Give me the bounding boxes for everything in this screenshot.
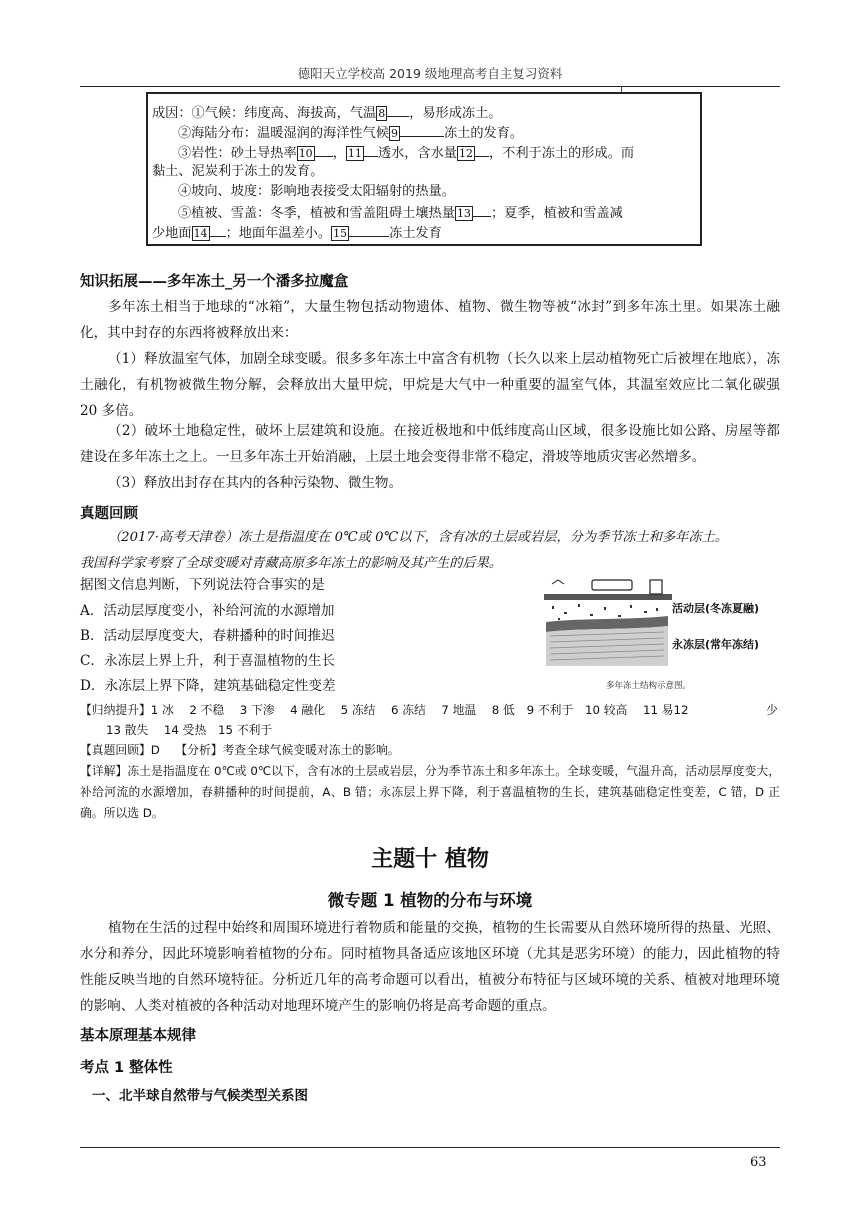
answers-line-1-end: 少	[766, 703, 778, 717]
box-text: 冻土的发育。	[444, 126, 524, 141]
answers-detail: 【详解】冻土是指温度在 0℃或 0℃以下，含有冰的土层或岩层，分为季节冻土和多年冻土。全球变暖，气温升高，活动层厚度变大，补给河流的水源增加，春耕播种的时间提前，A、B 错；永冻层上界下降，利于喜温植物的生长，建筑基础稳定性变差，C 错，D 正确。所以选 D。	[80, 764, 780, 820]
box-text: ；夏季，植被和雪盖减	[490, 206, 623, 221]
question-line-2: 我国科学家考察了全球变暖对青藏高原多年冻土的影响及其产生的后果。	[80, 556, 502, 571]
station-icon	[650, 580, 662, 594]
page-number: 63	[750, 1155, 767, 1170]
blank-line	[473, 202, 491, 217]
box-text: ，易形成冻土。	[409, 106, 502, 121]
header-rule	[80, 86, 780, 87]
box-line-1	[152, 102, 502, 124]
blank-line	[387, 102, 409, 117]
box-line-4: 黏土、泥炭利于冻土的发育。	[152, 164, 324, 179]
tree-icon	[552, 580, 564, 584]
box-line-2	[178, 122, 523, 144]
box-line-3	[178, 142, 634, 164]
topic-intro: 植物在生活的过程中始终和周围环境进行着物质和能量的交换，植物的生长需要从自然环境所得的热量、光照、水分和养分，因此环境影响着植物的分布。同时植物具备适应该地区环境（尤其是恶劣环境）的能力，因此植物的特性能反映当地的自然环境特征。分析近几年的高考命题可以看出，植被分布特征与区域环境的关系、植被对地理环境的影响、人类对植被的各种活动对地理环境产生的影响仍将是高考命题的重点。	[80, 920, 780, 1014]
option-b: B．活动层厚度变大，春耕播种的时间推迟	[80, 628, 335, 644]
blank-line	[210, 222, 226, 237]
blank-number: 11	[347, 147, 362, 160]
topic-subtitle: 微专题 1 植物的分布与环境	[327, 891, 533, 910]
section-heading: 一、北半球自然带与气候类型关系图	[92, 1088, 308, 1104]
box-line-5: ④坡向、坡度：影响地表接受太阳辐射的热量。	[178, 184, 455, 199]
option-d: D．永冻层上界下降，建筑基础稳定性变差	[80, 678, 336, 694]
question-line-1: （2017·高考天津卷）冻土是指温度在 0℃或 0℃以下，含有冰的土层或岩层，分为季节冻土和多年冻土。	[108, 530, 728, 545]
topic-title: 主题十 植物	[371, 847, 489, 872]
box-text: ⑤植被、雪盖：冬季，植被和雪盖阻碍土壤热量	[178, 206, 455, 221]
label-permafrost-layer: 永冻层(常年冻结)	[672, 638, 760, 651]
blank-number: 8	[378, 107, 386, 120]
blank-number: 12	[459, 147, 473, 160]
permafrost-figure	[540, 574, 790, 694]
ext-paragraph-4: （3）释放出封存在其内的各种污染物、微生物。	[108, 475, 403, 491]
ext-paragraph-2: （1）释放温室气体，加剧全球变暖。很多多年冻土中富含有机物（长久以来上层动植物死亡后被埋在地底），冻土融化，有机物被微生物分解，会释放出大量甲烷，甲烷是大气中一种重要的温室气体，其温室效应比二氧化碳强 20 多倍。	[80, 351, 780, 419]
blank-number: 15	[333, 227, 348, 240]
box-text: 少地面	[152, 226, 192, 241]
blank-line	[315, 142, 333, 157]
blank-number: 10	[298, 147, 313, 160]
page-header: 德阳天立学校高 2019 级地理高考自主复习资料	[297, 66, 563, 81]
blank-line	[400, 122, 444, 137]
footer-rule	[80, 1147, 780, 1148]
blank-line	[349, 222, 389, 237]
blank-line	[364, 142, 378, 157]
road-surface	[544, 594, 672, 600]
box-text: ，	[332, 146, 346, 161]
blank-number: 9	[391, 127, 398, 140]
box-text: ②海陆分布：温暖湿润的海洋性气候	[178, 126, 389, 141]
box-text: 透水，含水量	[377, 146, 457, 161]
answers-line-1: 【归纳提升】1 冰 2 不稳 3 下渗 4 融化 5 冻结 6 冻结 7 地温 8 低 9 不利于 10 较高 11 易12	[80, 703, 689, 717]
causes-box	[146, 92, 702, 246]
ext-heading: 知识拓展——多年冻土_另一个潘多拉魔盒	[80, 274, 349, 290]
figure-caption: 多年冻土结构示意图。	[606, 681, 692, 691]
ext-paragraph-3: （2）破坏土地稳定性，破坏上层建筑和设施。在接近极地和中低纬度高山区域，很多设施比如公路、房屋等都建设在多年冻土之上。一旦多年冻土开始消融，上层土地会变得非常不稳定，滑坡等地质灾害必然增多。	[80, 423, 780, 465]
box-text: 成因：①气候：纬度高、海拔高，气温	[152, 106, 377, 121]
train-icon	[592, 580, 632, 590]
basic-principles-heading: 基本原理基本规律	[80, 1028, 196, 1044]
blank-number: 14	[193, 227, 208, 240]
answers-line-3: 【真题回顾】D 【分析】考查全球气候变暖对冻土的影响。	[80, 743, 400, 757]
option-a: A．活动层厚度变小，补给河流的水源增加	[80, 603, 335, 619]
blank-number: 13	[456, 207, 471, 220]
box-text: ；地面年温差小。	[225, 226, 332, 241]
option-c: C．永冻层上界上升，利于喜温植物的生长	[80, 653, 336, 669]
answers-line-2: 13 散失 14 受热 15 不利于	[106, 723, 273, 737]
question-stem: 据图文信息判断，下列说法符合事实的是	[80, 577, 325, 593]
box-line-6	[178, 202, 623, 224]
box-line-7	[152, 222, 442, 244]
label-active-layer: 活动层(冬冻夏融)	[672, 602, 760, 615]
box-text: ，不利于冻土的形成。而	[489, 146, 635, 161]
ext-paragraph-1: 多年冻土相当于地球的“冰箱”，大量生物包括动物遗体、植物、微生物等被“冰封”到多年冻土里。如果冻土融化，其中封存的东西将被释放出来：	[80, 299, 780, 341]
box-text: ③岩性：砂土导热率	[178, 146, 297, 161]
blank-line	[475, 142, 489, 157]
review-heading: 真题回顾	[80, 506, 138, 522]
key-point-heading: 考点 1 整体性	[80, 1060, 173, 1076]
box-text: 冻土发育	[389, 226, 442, 241]
